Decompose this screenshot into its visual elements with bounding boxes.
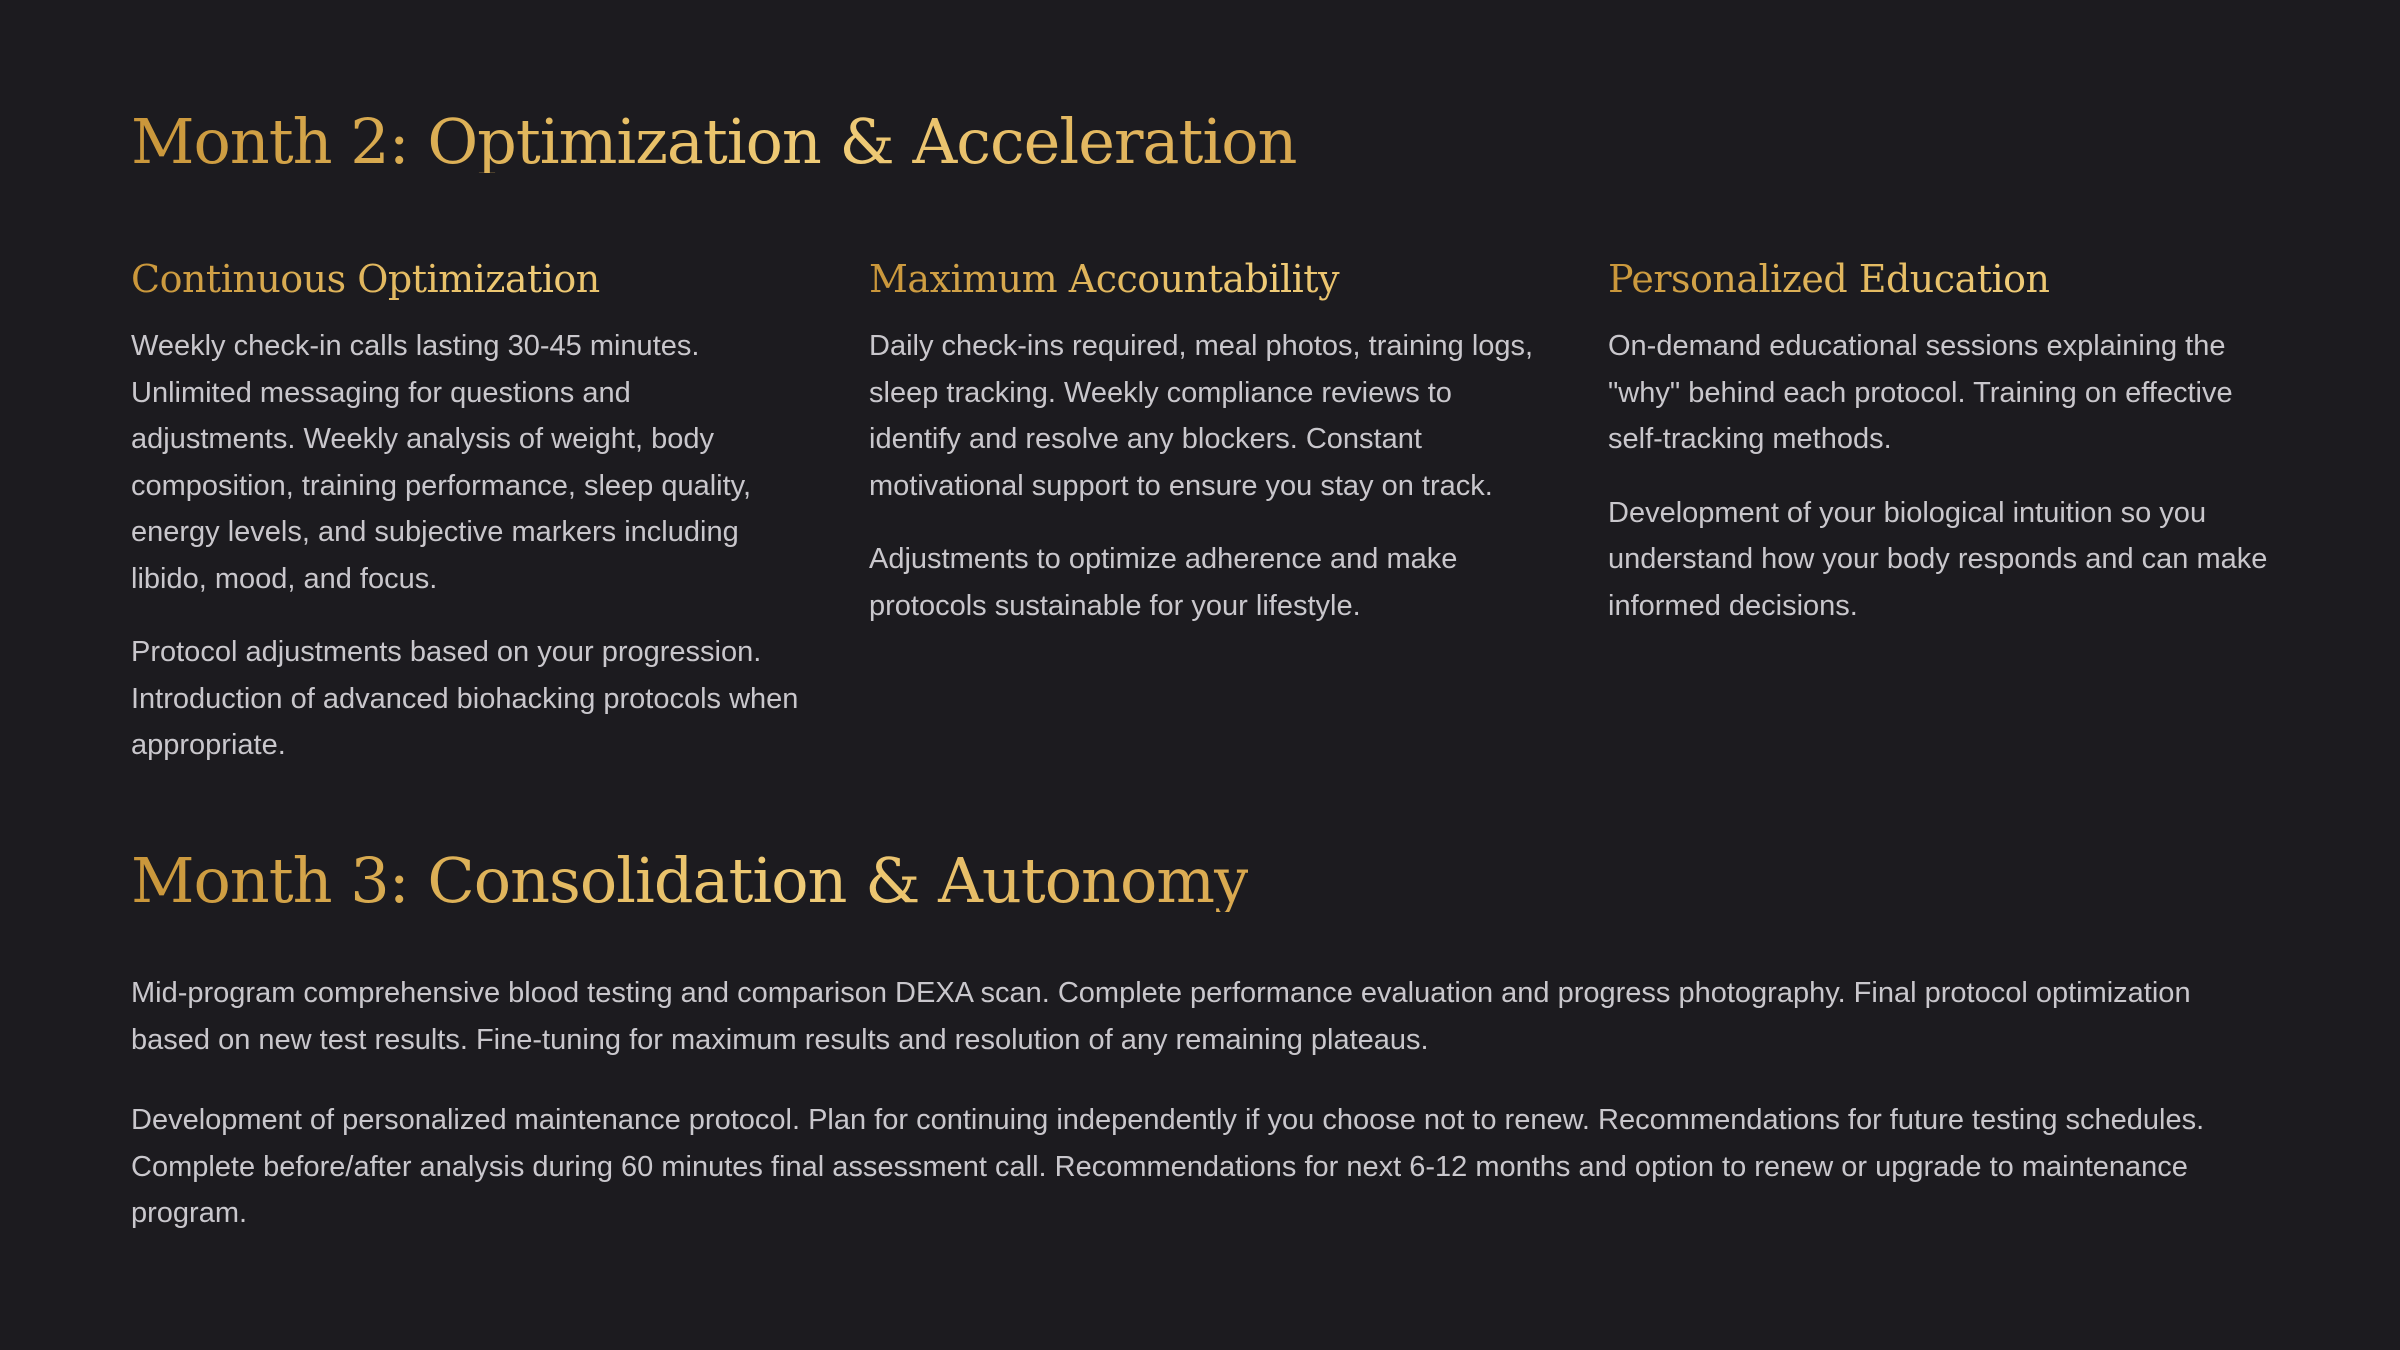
column-paragraph: Daily check-ins required, meal photos, training logs, sleep tracking. Weekly compliance reviews to identify and resolve any blockers. Constant motivational support to ensure you stay on track. [869,330,1534,502]
month-3-paragraph: Mid-program comprehensive blood testing and comparison DEXA scan. Complete performance evaluation and progress photography. Final protocol optimization based on new test results. Fine-tuning for maximum results and resolution of any remaining plateaus. [131,977,2191,1056]
column-paragraph: Development of your biological intuition so you understand how your body responds and can make informed decisions. [1608,496,2268,622]
personalized-education-column [1608,255,2278,629]
column-paragraph: Adjustments to optimize adherence and make protocols sustainable for your lifestyle. [869,543,1458,622]
month-2-title: Month 2: Optimization & Acceleration [131,105,1297,178]
month-3-title: Month 3: Consolidation & Autonomy [131,844,1249,917]
column-heading: Personalized Education [1608,255,2278,303]
maximum-accountability-column [869,255,1539,629]
column-paragraph: Protocol adjustments based on your progression. Introduction of advanced biohacking protocols when appropriate. [131,636,799,761]
column-heading: Continuous Optimization [131,255,801,303]
column-paragraph: Weekly check-in calls lasting 30-45 minutes. Unlimited messaging for questions and adjustments. Weekly analysis of weight, body composition, training performance, sleep quality, energy levels, and subjective markers including libido, mood, and focus. [131,330,752,595]
column-heading: Maximum Accountability [869,255,1539,303]
month-3-body [131,970,2271,1237]
column-paragraph: On-demand educational sessions explaining the "why" behind each protocol. Training on effective self-tracking methods. [1608,330,2233,455]
month-3-paragraph: Development of personalized maintenance protocol. Plan for continuing independently if you choose not to renew. Recommendations for future testing schedules. Complete before/after analysis during 60 minutes final assessment call. Recommendations for next 6-12 months and option to renew or upgrade to maintenance program. [131,1104,2205,1229]
continuous-optimization-column [131,255,801,769]
